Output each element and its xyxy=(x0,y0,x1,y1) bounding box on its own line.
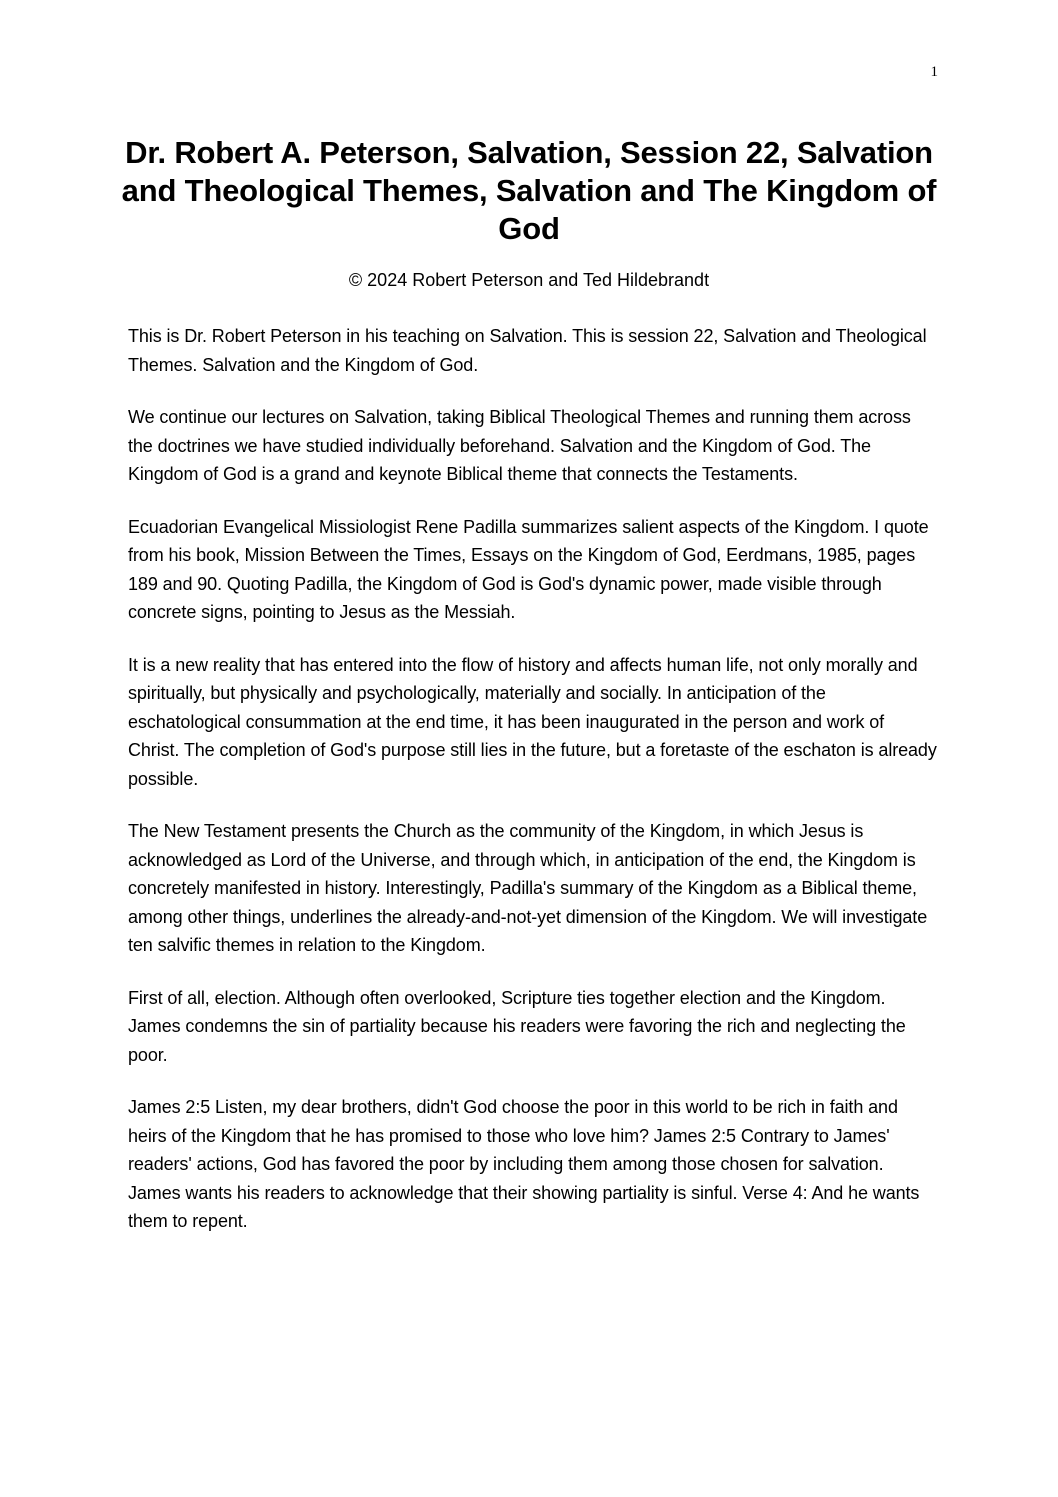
body-paragraph: First of all, election. Although often overlooked, Scripture ties together election and the Kingdom. James condemns the sin of partiality because his readers were favoring the rich and neglecting the poor. xyxy=(128,987,906,1065)
document-title: Dr. Robert A. Peterson, Salvation, Session 22, Salvation and Theological Themes, Salvation and The Kingdom of God xyxy=(121,135,937,246)
page-number: 1 xyxy=(930,64,938,80)
document-body xyxy=(128,322,938,1260)
body-paragraph: Ecuadorian Evangelical Missiologist Rene Padilla summarizes salient aspects of the Kingdom. I quote from his book, Mission Between the Times, Essays on the Kingdom of God, Eerdmans, 1985, pages 189 and 90. Quoting Padilla, the Kingdom of God is God's dynamic power, made visible through concrete signs, pointing to Jesus as the Messiah. xyxy=(128,516,929,622)
body-paragraph: It is a new reality that has entered into the flow of history and affects human life, not only morally and spiritually, but physically and psychologically, materially and socially. In anticipation of the eschatological consummation at the end time, it has been inaugurated in the person and work of Christ. The completion of God's purpose still lies in the future, but a foretaste of the eschaton is already possible. xyxy=(128,654,937,789)
body-paragraph: We continue our lectures on Salvation, taking Biblical Theological Themes and running them across the doctrines we have studied individually beforehand. Salvation and the Kingdom of God. The Kingdom of God is a grand and keynote Biblical theme that connects the Testaments. xyxy=(128,407,911,484)
body-paragraph: The New Testament presents the Church as the community of the Kingdom, in which Jesus is acknowledged as Lord of the Universe, and through which, in anticipation of the end, the Kingdom is concretely manifested in history. Interestingly, Padilla's summary of the Kingdom as a Biblical theme, among other things, underlines the already-and-not-yet dimension of the Kingdom. We will investigate ten salvific themes in relation to the Kingdom. xyxy=(128,821,928,955)
copyright-line: © 2024 Robert Peterson and Ted Hildebrandt xyxy=(348,270,710,290)
body-paragraph: James 2:5 Listen, my dear brothers, didn't God choose the poor in this world to be rich in faith and heirs of the Kingdom that he has promised to those who love him? James 2:5 Contrary to James' readers' actions, God has favored the poor by including them among those chosen for salvation. James wants his readers to acknowledge that their showing partiality is sinful. Verse 4: And he wants them to repent. xyxy=(128,1097,920,1231)
body-paragraph: This is Dr. Robert Peterson in his teaching on Salvation. This is session 22, Salvation and Theological Themes. Salvation and the Kingdom of God. xyxy=(128,326,927,375)
